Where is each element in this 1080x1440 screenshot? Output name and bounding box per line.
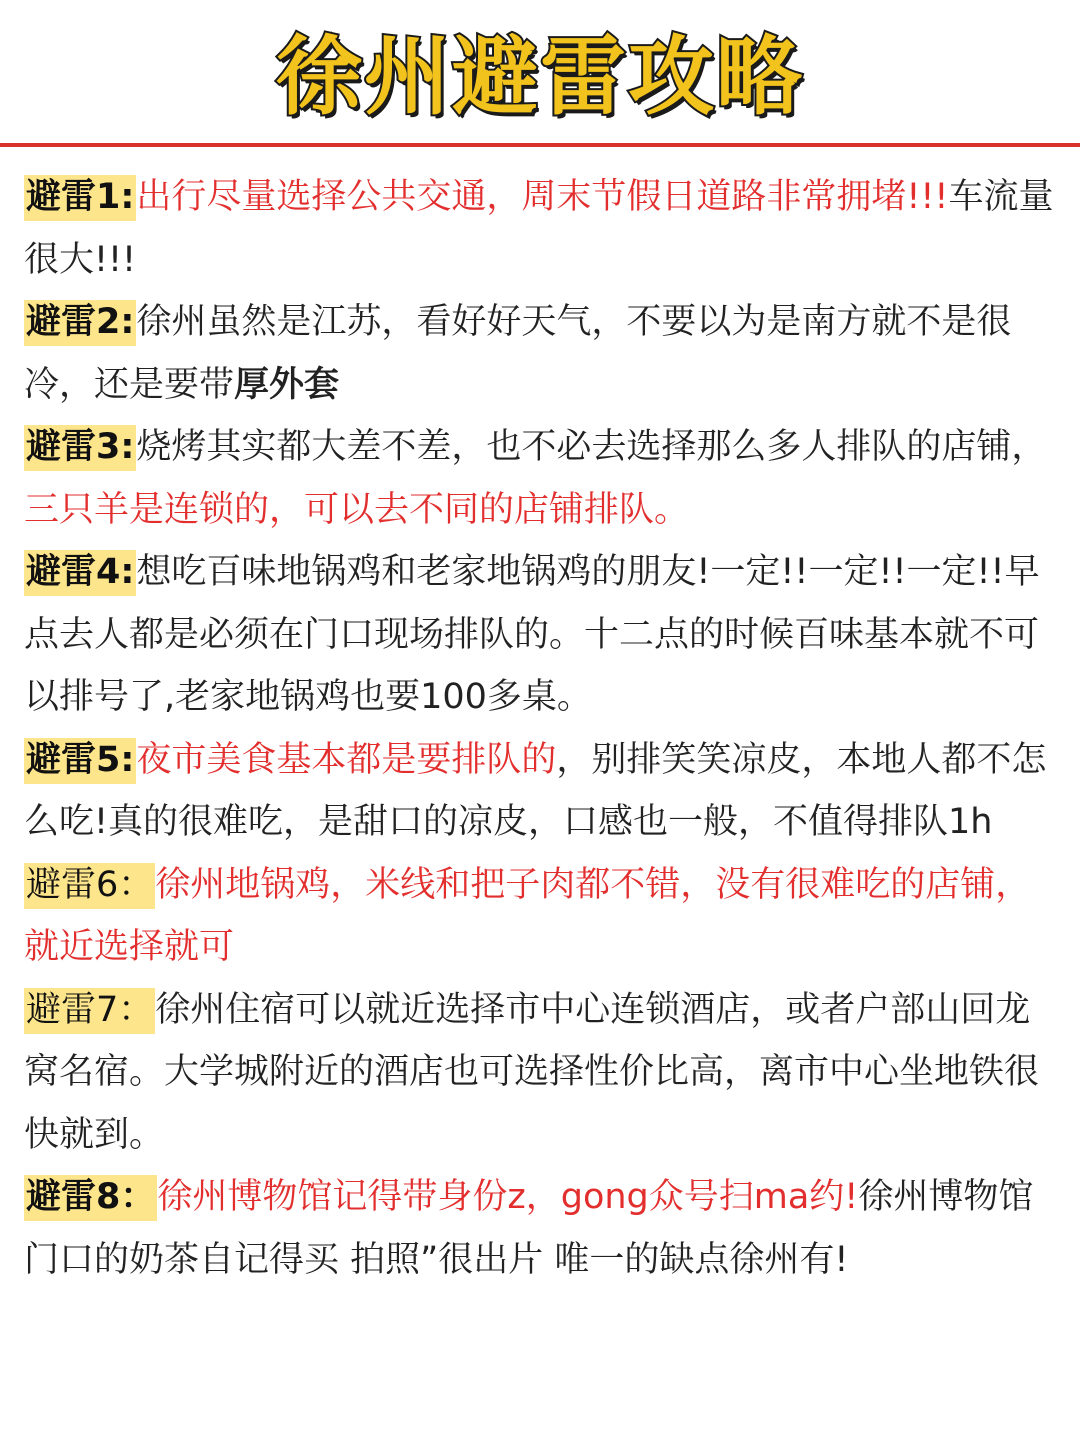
tip-text: 车流量很大!!! [24, 177, 1054, 280]
title-divider [0, 143, 1080, 147]
tip-text-bold: 厚外套 [234, 364, 340, 405]
tip-text: 徐州虽然是江苏，看好好天气，不要以为是南方就不是很冷，还是要带 [24, 302, 1012, 405]
tip-tag: 避雷5: [24, 738, 136, 784]
tip-text: 想吃百味地锅鸡和老家地锅鸡的朋友!一定!!一定!!一定!!早点去人都是必须在门口现场排队的。十二点的时候百味基本就不可以排号了,老家地锅鸡也要100多桌。 [24, 552, 1040, 717]
tip-text-highlight: 三只羊是连锁的，可以去不同的店铺排队。 [24, 489, 690, 530]
tip-tag: 避雷4: [24, 550, 136, 596]
tip-7 [24, 979, 1060, 1167]
tip-tag: 避雷8： [24, 1175, 157, 1221]
tip-tag: 避雷1: [24, 175, 136, 221]
tip-5 [24, 729, 1060, 854]
tip-text-highlight: 徐州地锅鸡，米线和把子肉都不错，没有很难吃的店铺，就近选择就可 [24, 864, 1031, 967]
tip-3 [24, 416, 1060, 541]
tip-1 [24, 166, 1060, 291]
tip-text: 徐州住宿可以就近选择市中心连锁酒店，或者户部山回龙窝名宿。大学城附近的酒店也可选择性价比高，离市中心坐地铁很快就到。 [24, 989, 1040, 1155]
tip-tag: 避雷6： [24, 863, 155, 909]
tip-text: ，别排笑笑凉皮，本地人都不怎么吃!真的很难吃，是甜口的凉皮，口感也一般，不值得排队1h [24, 739, 1047, 842]
page-title: 徐州避雷攻略 [276, 27, 804, 127]
tip-4 [24, 541, 1060, 729]
header [0, 0, 1080, 148]
tip-text: 徐州博物馆门口的奶茶自记得买 拍照”很出片 唯一的缺点徐州有! [24, 1177, 1034, 1280]
tip-text: 烧烤其实都大差不差，也不必去选择那么多人排队的店铺， [136, 427, 1047, 467]
tip-text-highlight: 夜市美食基本都是要排队的 [136, 739, 557, 780]
tip-text-highlight: 出行尽量选择公共交通，周末节假日道路非常拥堵!!! [136, 177, 949, 217]
tip-tag: 避雷7： [24, 988, 155, 1034]
tip-2 [24, 291, 1060, 416]
tips-list [24, 166, 1060, 1291]
tip-8 [24, 1166, 1060, 1291]
tip-tag: 避雷2: [24, 300, 136, 346]
tip-tag: 避雷3: [24, 425, 136, 471]
tip-text-highlight: 徐州博物馆记得带身份z，gong众号扫ma约! [157, 1177, 859, 1217]
tip-6 [24, 854, 1060, 979]
